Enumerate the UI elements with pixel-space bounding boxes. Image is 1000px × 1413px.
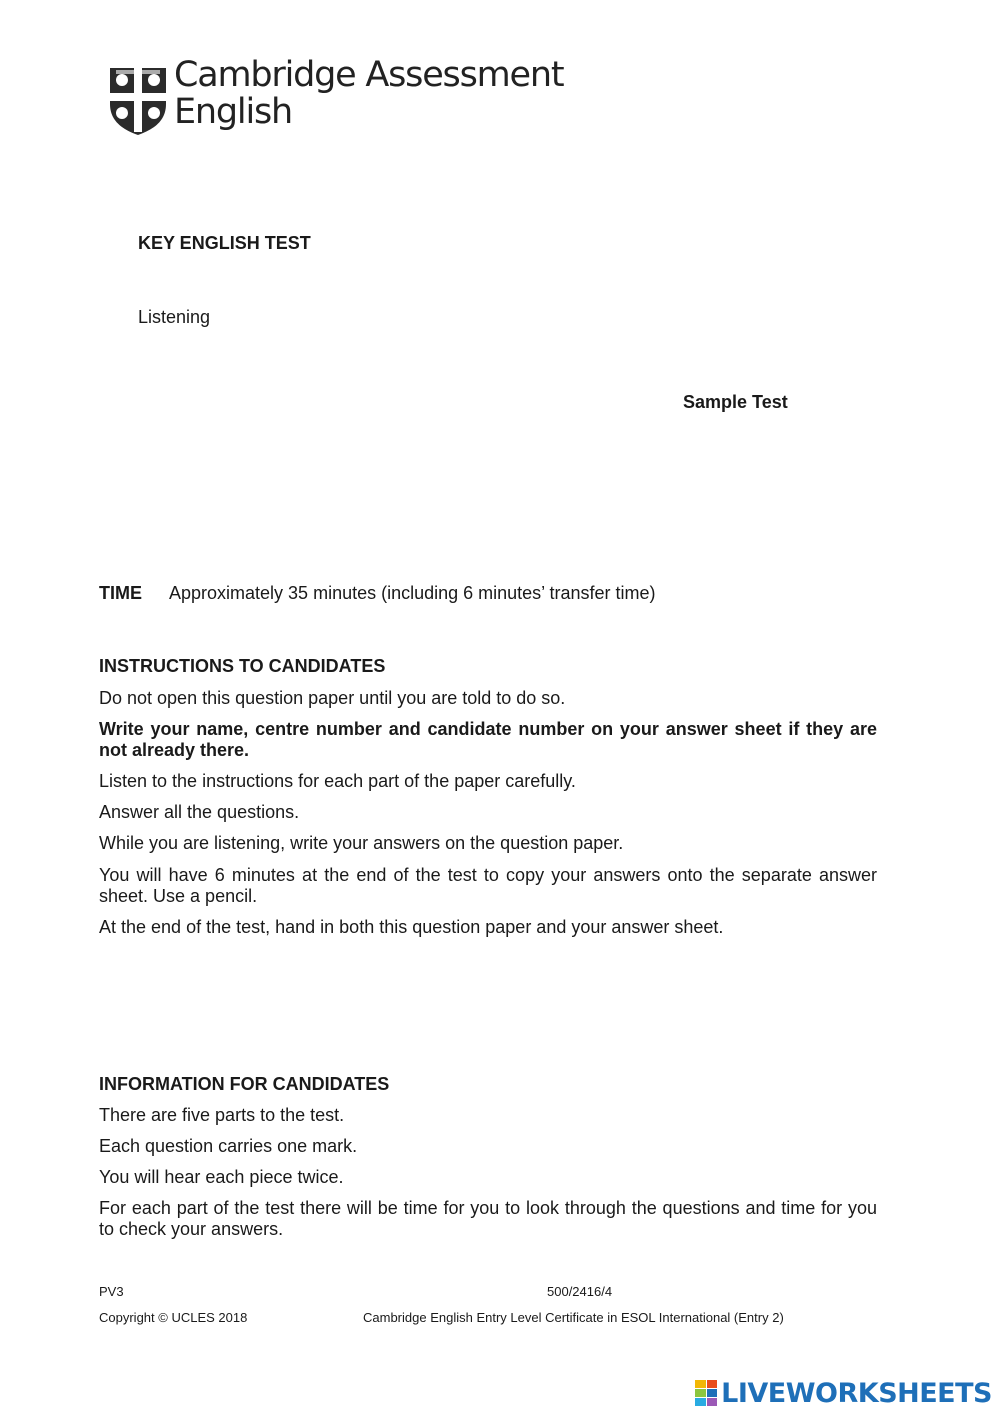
instructions-section — [99, 656, 877, 938]
instruction-item: Listen to the instructions for each part of the paper carefully. — [99, 771, 576, 791]
cambridge-logo — [108, 55, 564, 140]
time-label: TIME — [99, 583, 142, 603]
footer-code-left: PV3 — [99, 1284, 124, 1299]
instruction-item: At the end of the test, hand in both this question paper and your answer sheet. — [99, 917, 724, 937]
test-title: KEY ENGLISH TEST — [138, 233, 311, 253]
information-item: There are five parts to the test. — [99, 1105, 345, 1125]
instruction-item: While you are listening, write your answers on the question paper. — [99, 833, 624, 853]
footer-code-center: 500/2416/4 — [547, 1284, 613, 1299]
instruction-item: Answer all the questions. — [99, 802, 300, 822]
paper-name: Listening — [138, 307, 211, 327]
instructions-heading: INSTRUCTIONS TO CANDIDATES — [99, 656, 386, 676]
footer-certificate: Cambridge English Entry Level Certificate in ESOL International (Entry 2) — [363, 1310, 784, 1325]
liveworksheets-watermark — [695, 1378, 992, 1408]
liveworksheets-logo-icon — [695, 1380, 717, 1406]
logo-subtitle: English — [174, 92, 292, 132]
information-item: You will hear each piece twice. — [99, 1167, 344, 1187]
information-item: Each question carries one mark. — [99, 1136, 358, 1156]
information-heading: INFORMATION FOR CANDIDATES — [99, 1074, 390, 1094]
instruction-item: Do not open this question paper until you are told to do so. — [99, 688, 566, 708]
information-item: For each part of the test there will be time for you to look through the questions and time for you to check your answers. — [99, 1198, 877, 1239]
time-text: Approximately 35 minutes (including 6 minutes’ transfer time) — [169, 583, 656, 603]
liveworksheets-text: LIVEWORKSHEETS — [721, 1377, 992, 1409]
footer-copyright: Copyright © UCLES 2018 — [99, 1310, 248, 1325]
cambridge-shield-icon — [108, 66, 168, 136]
logo-title: Cambridge Assessment — [174, 55, 564, 95]
information-section — [99, 1074, 877, 1240]
instruction-item: You will have 6 minutes at the end of the test to copy your answers onto the separate answer sheet. Use a pencil. — [99, 865, 877, 906]
sample-label: Sample Test — [683, 392, 788, 412]
instruction-item: Write your name, centre number and candidate number on your answer sheet if they are not already there. — [99, 719, 877, 760]
